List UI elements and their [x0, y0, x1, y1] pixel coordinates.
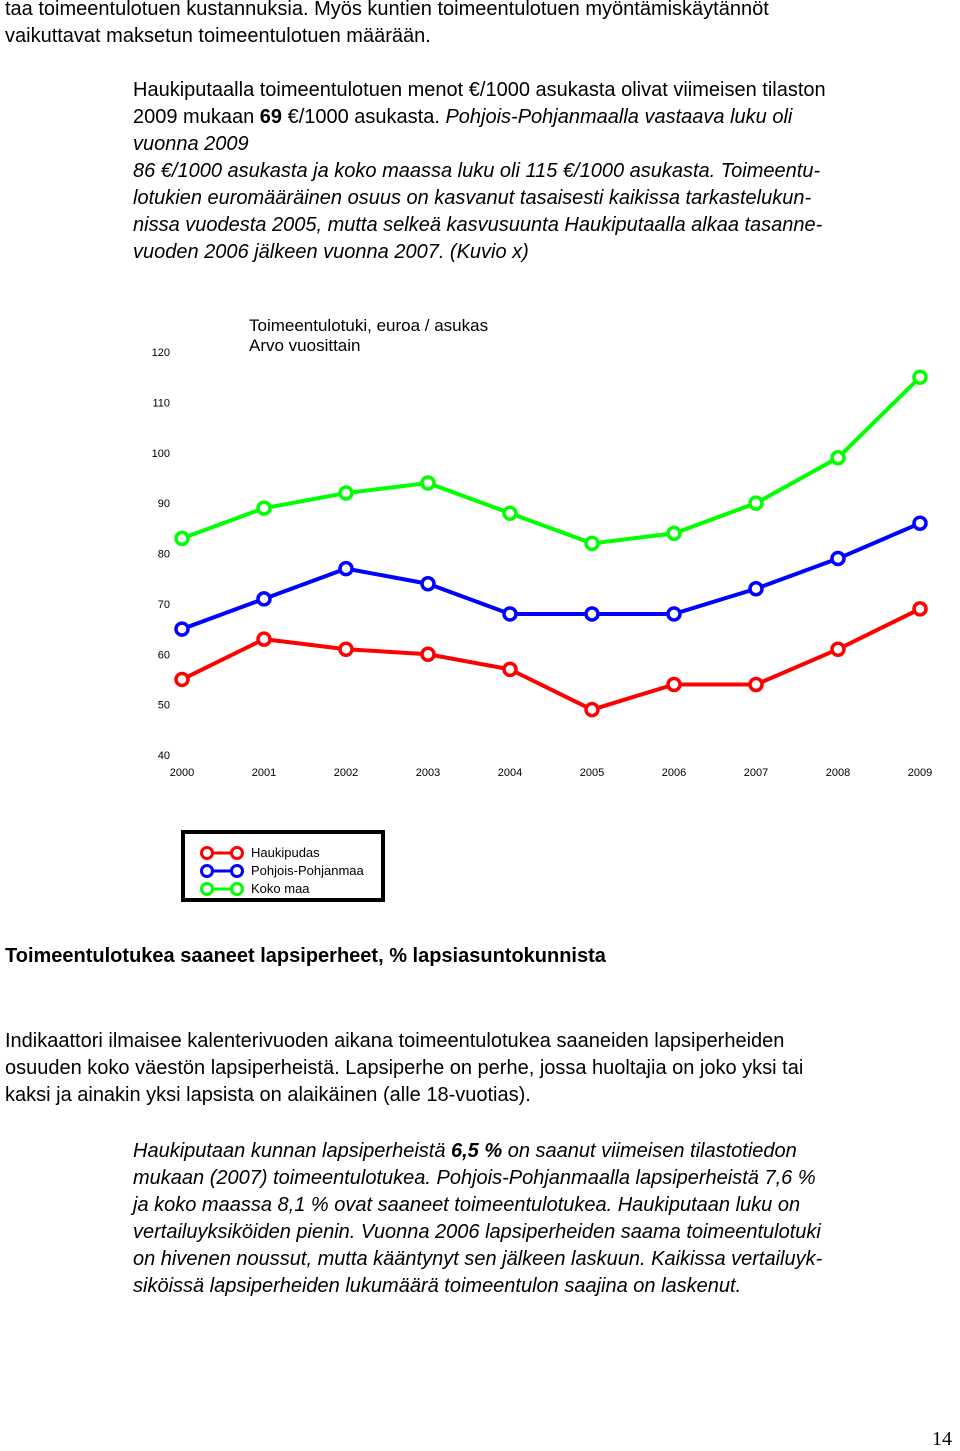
data-point-pohjois-pohjanmaa	[668, 608, 680, 620]
text-line: 86 €/1000 asukasta ja koko maassa luku oli 115 €/1000 asukasta. Toimeentu-	[133, 160, 821, 182]
text-line: vaikuttavat maksetun toimeentulotuen määrään.	[5, 25, 431, 47]
page-number: 14	[932, 1428, 952, 1450]
text-run: 2009 mukaan	[133, 106, 260, 128]
data-point-pohjois-pohjanmaa	[340, 563, 352, 575]
x-tick-label: 2007	[743, 767, 769, 779]
series-line-haukipudas	[182, 609, 920, 710]
families-paragraph	[133, 1138, 955, 1300]
x-tick-label: 2006	[661, 767, 687, 779]
text-line	[133, 1138, 955, 1165]
data-point-pohjois-pohjanmaa	[504, 608, 516, 620]
x-tick-label: 2002	[333, 767, 359, 779]
text-line: Haukiputaalla toimeentulotuen menot €/1000 asukasta olivat viimeisen tilaston	[133, 79, 826, 101]
y-axis-labels	[152, 347, 170, 762]
section-heading: Toimeentulotukea saaneet lapsiperheet, % lapsiasuntokunnista	[5, 945, 606, 967]
x-tick-label: 2008	[825, 767, 851, 779]
text-line: nissa vuodesta 2005, mutta selkeä kasvusuunta Haukiputaalla alkaa tasanne-	[133, 214, 823, 236]
series-line-koko-maa	[182, 377, 920, 543]
data-point-koko-maa	[258, 502, 270, 514]
data-point-haukipudas	[832, 643, 844, 655]
x-tick-label: 2003	[415, 767, 441, 779]
legend-swatch	[199, 844, 247, 862]
data-point-haukipudas	[586, 704, 598, 716]
text-line: lotukien euromääräinen osuus on kasvanut tasaisesti kaikissa tarkastelukun-	[133, 187, 812, 209]
data-point-haukipudas	[258, 633, 270, 645]
y-tick-label: 80	[157, 548, 170, 561]
text-line: ja koko maassa 8,1 % ovat saaneet toimeentulotukea. Haukiputaan luku on	[133, 1194, 801, 1216]
data-point-koko-maa	[176, 532, 188, 544]
data-point-pohjois-pohjanmaa	[832, 553, 844, 565]
legend-item-haukipudas	[185, 844, 381, 862]
data-point-pohjois-pohjanmaa	[914, 517, 926, 529]
data-point-koko-maa	[914, 371, 926, 383]
intro-paragraph	[5, 0, 955, 50]
text-line	[133, 104, 955, 131]
data-point-haukipudas	[176, 673, 188, 685]
text-line: vuonna 2009	[133, 133, 249, 155]
data-point-pohjois-pohjanmaa	[750, 583, 762, 595]
text-run: Pohjois-Pohjanmaalla vastaava luku oli	[439, 106, 793, 128]
data-point-haukipudas	[422, 648, 434, 660]
legend-label: Pohjois-Pohjanmaa	[251, 863, 364, 878]
data-point-pohjois-pohjanmaa	[422, 578, 434, 590]
data-point-haukipudas	[668, 678, 680, 690]
y-tick-label: 120	[151, 347, 170, 359]
data-point-koko-maa	[668, 527, 680, 539]
series-group	[176, 371, 926, 715]
data-point-koko-maa	[340, 487, 352, 499]
data-point-koko-maa	[750, 497, 762, 509]
chart-subtitle: Arvo vuosittain	[249, 336, 361, 355]
legend-item-koko-maa	[185, 880, 381, 898]
haukipudas-value: 69	[259, 106, 283, 128]
text-line: Indikaattori ilmaisee kalenterivuoden aikana toimeentulotukea saaneiden lapsiperheiden	[5, 1030, 785, 1052]
line-chart	[0, 290, 960, 790]
x-tick-label: 2004	[497, 767, 523, 779]
data-point-haukipudas	[914, 603, 926, 615]
text-run: €/1000 asukasta.	[282, 106, 440, 128]
text-line: taa toimeentulotuen kustannuksia. Myös kuntien toimeentulotuen myöntämiskäytännöt	[5, 0, 769, 20]
text-run: on saanut viimeisen tilastotiedon	[502, 1140, 797, 1162]
chart-title: Toimeentulotuki, euroa / asukas	[249, 316, 489, 335]
data-point-pohjois-pohjanmaa	[176, 623, 188, 635]
x-tick-label: 2001	[251, 767, 277, 779]
x-tick-label: 2009	[907, 767, 933, 779]
data-point-koko-maa	[504, 507, 516, 519]
y-tick-label: 70	[157, 598, 170, 611]
y-tick-label: 60	[157, 649, 170, 662]
data-point-koko-maa	[586, 537, 598, 549]
legend-label: Koko maa	[251, 881, 310, 896]
text-line: on hivenen noussut, mutta kääntynyt sen jälkeen laskuun. Kaikissa vertailuyk-	[133, 1248, 823, 1270]
text-line: mukaan (2007) toimeentulotukea. Pohjois-Pohjanmaalla lapsiperheistä 7,6 %	[133, 1167, 816, 1189]
y-tick-label: 110	[152, 397, 170, 410]
text-line: vuoden 2006 jälkeen vuonna 2007. (Kuvio x)	[133, 241, 529, 263]
text-line: vertailuyksiköiden pienin. Vuonna 2006 lapsiperheiden saama toimeentulotuki	[133, 1221, 821, 1243]
legend-item-pohjois-pohjanmaa	[185, 862, 381, 880]
data-point-koko-maa	[422, 477, 434, 489]
y-tick-label: 100	[151, 447, 170, 460]
text-run: Haukiputaan kunnan lapsiperheistä	[133, 1140, 451, 1162]
indicator-paragraph	[5, 1028, 955, 1109]
y-tick-label: 90	[157, 498, 170, 511]
text-line: siköissä lapsiperheiden lukumäärä toimeentulon saajina on laskenut.	[133, 1275, 742, 1297]
data-point-haukipudas	[750, 678, 762, 690]
haukipudas-share: 6,5 %	[451, 1140, 503, 1162]
legend-swatch	[199, 880, 247, 898]
legend-label: Haukipudas	[251, 845, 320, 860]
text-line: osuuden koko väestön lapsiperheistä. Lapsiperhe on perhe, jossa huoltajia on joko yksi tai	[5, 1057, 804, 1079]
chart-legend	[181, 830, 385, 902]
expenditure-paragraph	[133, 77, 955, 266]
legend-swatch	[199, 862, 247, 880]
data-point-haukipudas	[340, 643, 352, 655]
text-line: kaksi ja ainakin yksi lapsista on alaikäinen (alle 18-vuotias).	[5, 1084, 531, 1106]
data-point-haukipudas	[504, 663, 516, 675]
y-tick-label: 40	[157, 750, 170, 762]
x-tick-label: 2005	[579, 767, 605, 779]
data-point-pohjois-pohjanmaa	[586, 608, 598, 620]
data-point-pohjois-pohjanmaa	[258, 593, 270, 605]
data-point-koko-maa	[832, 452, 844, 464]
x-axis-labels	[170, 767, 932, 779]
x-tick-label: 2000	[169, 767, 195, 779]
y-tick-label: 50	[157, 699, 170, 712]
series-line-pohjois-pohjanmaa	[182, 523, 920, 629]
